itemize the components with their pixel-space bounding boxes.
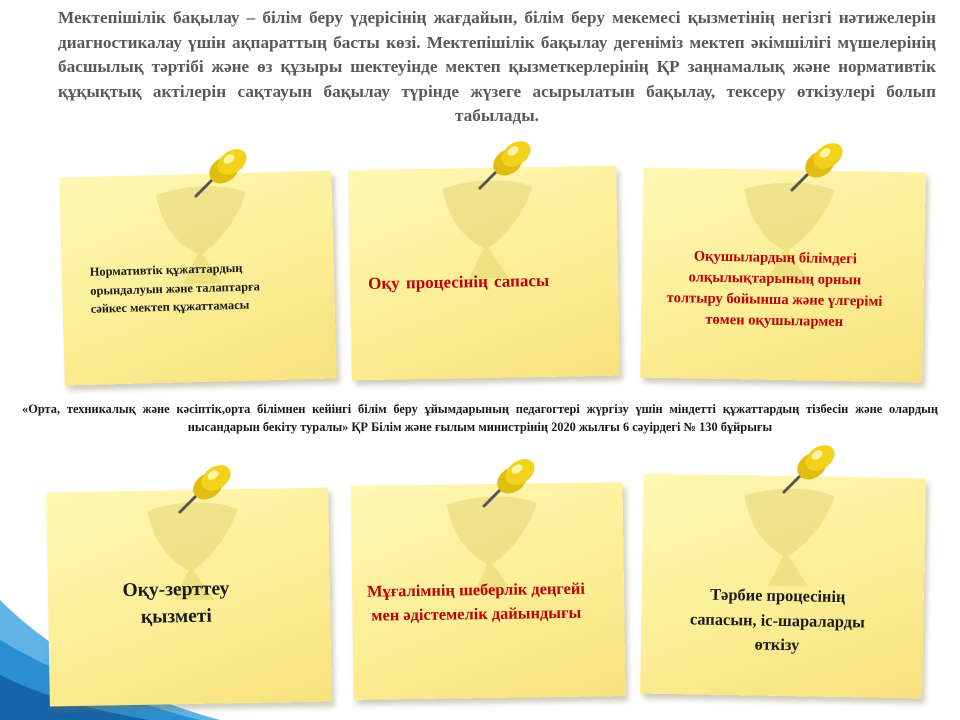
push-pin-icon: [762, 436, 846, 506]
sticky-note-6: [640, 474, 926, 699]
note-text-5: Мұғалімнің шеберлік деңгейі мен әдістемелік дайындығы: [366, 578, 585, 625]
note-text-6: Тәрбие процесінің сапасын, іс-шараларды өткізу: [689, 584, 866, 655]
header-paragraph: Мектепішілік бақылау – білім беру үдерісінің жағдайын, білім беру мекемесі қызметінің негізгі нәтижелерін диагностикалау үшін ақпараттың басты көзі. Мектепішілік бақылау дегеніміз мектеп әкімшілігі мүшелерінің басшылық тәртібі және өз құзыры шектеуінде мектеп қызметкерлерінің ҚР заңнамалық және нормативтік құқықтық актілерін сақтауын бақылау түрінде жүзеге асырылатын бақылау, тексеру өткізулері болып табылады.: [58, 8, 936, 126]
note-text-2: Оқу процесінің сапасы: [368, 270, 550, 294]
order-citation: «Орта, техникалық және кәсіптік,орта білімнен кейінгі білім беру ұйымдарының педагогтері жүргізу үшін міндетті құжаттардың тізбесін және олардың нысандарын бекіту туралы» ҚР Білім және ғылым министрінің 2020 жылғы 6 сәуірдегі № 130 бұйрығы: [22, 402, 938, 434]
push-pin-icon: [174, 140, 258, 210]
push-pin-icon: [462, 450, 546, 520]
push-pin-icon: [158, 456, 242, 526]
note-text-3: Оқушылардың білімдегі олқылықтарының орнын толтыру бойынша және үлгерімі төмен оқушылармен: [666, 248, 883, 331]
note-text-4: Оқу-зерттеу қызметі: [122, 578, 230, 628]
note-text-1: Нормативтік құжаттардың орындалуын және талаптарға сәйкес мектеп құжаттамасы: [89, 260, 260, 316]
push-pin-icon: [458, 132, 542, 202]
push-pin-icon: [770, 134, 854, 204]
